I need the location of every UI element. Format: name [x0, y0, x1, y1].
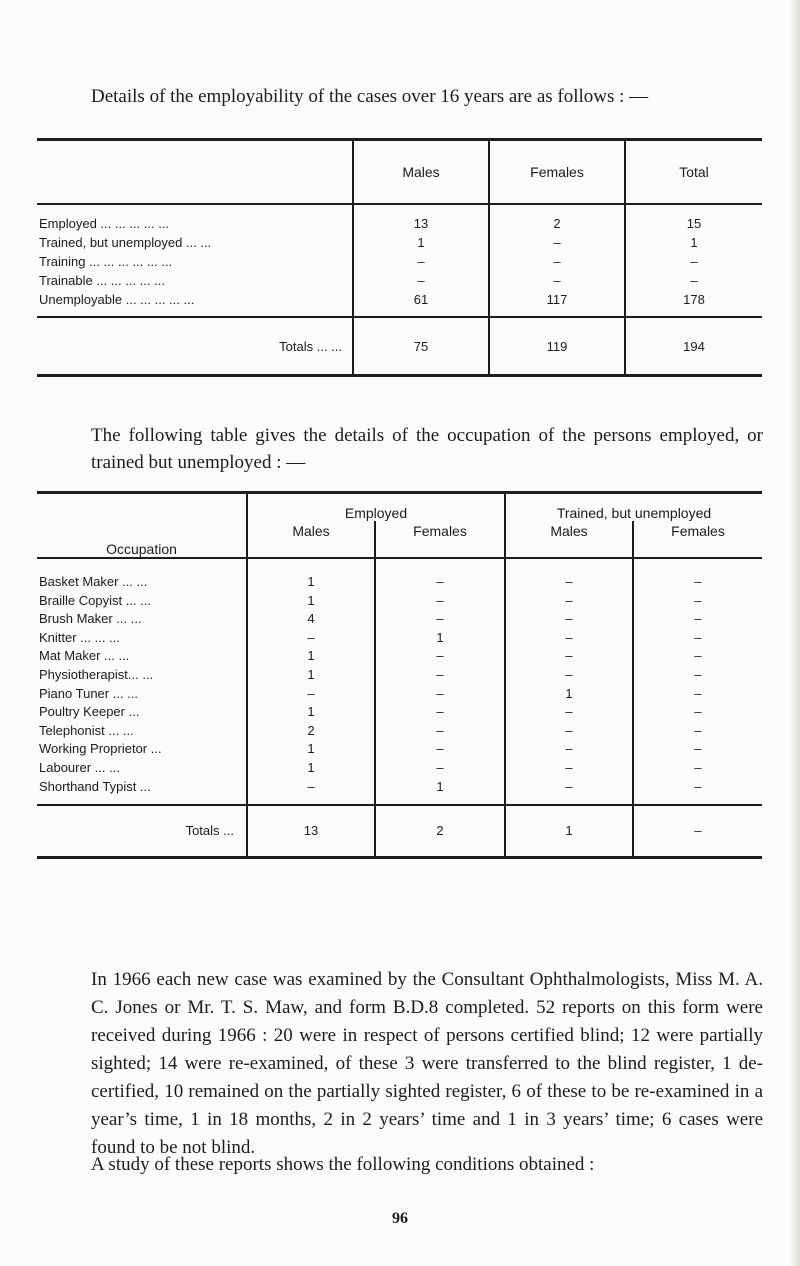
row-females: 117	[489, 290, 625, 317]
row-label: Training ... ... ... ... ... ...	[39, 254, 173, 269]
employed-females: –	[375, 722, 505, 741]
employability-table	[37, 138, 762, 377]
occupation-label: Telephonist ... ...	[39, 722, 134, 738]
trained-males: –	[505, 759, 633, 778]
trained-females: –	[633, 592, 762, 611]
employed-females: 1	[375, 778, 505, 806]
table-row	[37, 722, 762, 741]
trained-males: –	[505, 629, 633, 648]
employed-males: 1	[247, 740, 375, 759]
occupation-label: Mat Maker ... ...	[39, 648, 130, 664]
occupation-intro: The following table gives the details of the occupation of the persons employed, or trained but unemployed : —	[91, 425, 763, 473]
employed-males: 2	[247, 722, 375, 741]
table-row	[37, 666, 762, 685]
totals-row	[37, 317, 762, 376]
table-row	[37, 290, 762, 317]
occupation-label: Shorthand Typist ...	[39, 778, 151, 794]
trained-females: –	[633, 740, 762, 759]
totals-label: Totals ...	[37, 805, 247, 858]
employed-females: –	[375, 740, 505, 759]
occupation-label: Braille Copyist ... ...	[39, 592, 151, 608]
row-label: Unemployable ... ... ... ... ...	[39, 292, 195, 307]
employed-males: 1	[247, 558, 375, 592]
header-males: Males	[353, 140, 489, 205]
trained-females: –	[633, 759, 762, 778]
employed-males: 1	[247, 647, 375, 666]
occupation-label: Knitter ... ... ...	[39, 629, 120, 645]
trained-males: –	[505, 740, 633, 759]
header-trained-males: Males	[505, 521, 633, 558]
totals-employed-males: 13	[247, 805, 375, 858]
employed-males: 1	[247, 666, 375, 685]
employed-females: –	[375, 703, 505, 722]
trained-males: –	[505, 778, 633, 806]
trained-females: –	[633, 610, 762, 629]
row-females: –	[489, 252, 625, 271]
table-row	[37, 610, 762, 629]
row-males: 61	[353, 290, 489, 317]
page-number: 96	[392, 1210, 408, 1227]
header-group-trained-unemployed: Trained, but unemployed	[505, 493, 762, 522]
row-males: –	[353, 271, 489, 290]
table-row	[37, 740, 762, 759]
trained-males: –	[505, 703, 633, 722]
occupation-table	[37, 491, 762, 859]
row-total: –	[625, 271, 762, 290]
employed-females: 1	[375, 629, 505, 648]
row-label: Trained, but unemployed ... ...	[39, 235, 212, 250]
row-label: Trainable ... ... ... ... ...	[39, 273, 165, 288]
header-employed-females: Females	[375, 521, 505, 558]
header-total: Total	[625, 140, 762, 205]
occupation-label: Working Proprietor ...	[39, 741, 162, 757]
table-row	[37, 685, 762, 704]
employability-header-row	[37, 140, 762, 205]
row-males: –	[353, 252, 489, 271]
row-females: –	[489, 271, 625, 290]
row-total: 178	[625, 290, 762, 317]
header-employed-males: Males	[247, 521, 375, 558]
totals-employed-females: 2	[375, 805, 505, 858]
header-group-employed: Employed	[247, 493, 505, 522]
trained-females: –	[633, 685, 762, 704]
table-row	[37, 204, 762, 233]
trained-females: –	[633, 629, 762, 648]
employed-males: 1	[247, 759, 375, 778]
totals-total: 194	[625, 317, 762, 376]
employed-females: –	[375, 666, 505, 685]
study-paragraph: A study of these reports shows the following conditions obtained :	[91, 1154, 595, 1175]
occupation-label: Labourer ... ...	[39, 759, 120, 775]
table-row	[37, 759, 762, 778]
page-edge-shadow	[790, 0, 800, 1266]
totals-females: 119	[489, 317, 625, 376]
trained-males: –	[505, 722, 633, 741]
header-females: Females	[489, 140, 625, 205]
employed-females: –	[375, 759, 505, 778]
table-row	[37, 252, 762, 271]
totals-trained-males: 1	[505, 805, 633, 858]
employed-females: –	[375, 592, 505, 611]
employed-females: –	[375, 647, 505, 666]
employed-females: –	[375, 558, 505, 592]
header-occupation: Occupation	[37, 493, 247, 559]
occupation-label: Piano Tuner ... ...	[39, 685, 138, 701]
occupation-label: Physiotherapist... ...	[39, 666, 154, 682]
employed-males: –	[247, 629, 375, 648]
trained-females: –	[633, 722, 762, 741]
trained-females: –	[633, 558, 762, 592]
table-row	[37, 558, 762, 592]
row-males: 13	[353, 204, 489, 233]
table-row	[37, 703, 762, 722]
employed-males: 4	[247, 610, 375, 629]
occupation-label: Poultry Keeper ...	[39, 704, 140, 720]
occupation-label: Brush Maker ... ...	[39, 611, 142, 627]
table-row	[37, 233, 762, 252]
trained-females: –	[633, 703, 762, 722]
trained-females: –	[633, 666, 762, 685]
employed-females: –	[375, 685, 505, 704]
table-row	[37, 629, 762, 648]
employed-males: 1	[247, 703, 375, 722]
row-total: –	[625, 252, 762, 271]
trained-males: –	[505, 647, 633, 666]
trained-males: –	[505, 558, 633, 592]
occupation-header-group-row	[37, 493, 762, 522]
row-females: –	[489, 233, 625, 252]
table-row	[37, 271, 762, 290]
table-row	[37, 592, 762, 611]
row-total: 1	[625, 233, 762, 252]
employed-females: –	[375, 610, 505, 629]
trained-females: –	[633, 778, 762, 806]
table-row	[37, 778, 762, 806]
header-trained-females: Females	[633, 521, 762, 558]
header-blank	[37, 140, 353, 205]
table-row	[37, 647, 762, 666]
examination-paragraph: In 1966 each new case was examined by the Consultant Ophthalmologists, Miss M. A. C. Jones or Mr. T. S. Maw, and form B.D.8 completed. 52 reports on this form were received during 1966 : 20 were in respect of persons certified blind; 12 were partially sighted; 14 were re-examined, of these 3 were transferred to the blind register, 1 de-certified, 10 remained on the partially sighted register, 6 of these to be re-examined in a year’s time, 1 in 18 months, 2 in 2 years’ time and 1 in 3 years’ time; 6 cases were found to be not blind.	[91, 969, 763, 1158]
totals-trained-females: –	[633, 805, 762, 858]
occupation-label: Basket Maker ... ...	[39, 574, 148, 589]
row-males: 1	[353, 233, 489, 252]
trained-males: 1	[505, 685, 633, 704]
employability-intro: Details of the employability of the cases over 16 years are as follows : —	[91, 86, 649, 107]
employed-males: 1	[247, 592, 375, 611]
row-label: Employed ... ... ... ... ...	[39, 216, 170, 231]
employed-males: –	[247, 685, 375, 704]
row-females: 2	[489, 204, 625, 233]
trained-males: –	[505, 592, 633, 611]
totals-row	[37, 805, 762, 858]
trained-males: –	[505, 610, 633, 629]
trained-males: –	[505, 666, 633, 685]
employed-males: –	[247, 778, 375, 806]
totals-label: Totals ... ...	[37, 317, 353, 376]
totals-males: 75	[353, 317, 489, 376]
row-total: 15	[625, 204, 762, 233]
trained-females: –	[633, 647, 762, 666]
